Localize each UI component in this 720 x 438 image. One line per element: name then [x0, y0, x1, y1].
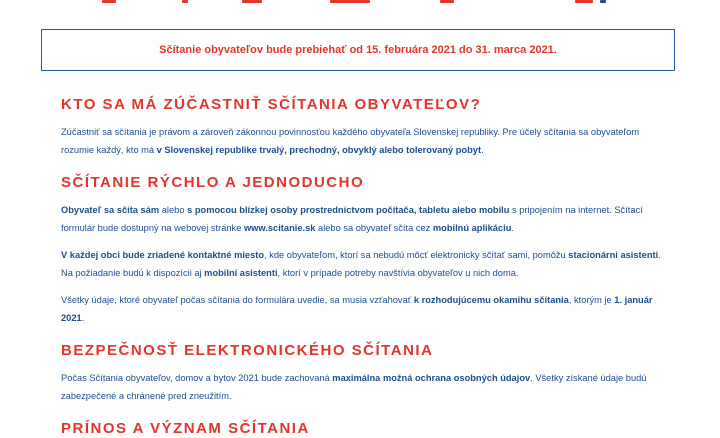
section-heading-who: KTO SA MÁ ZÚČASTNIŤ SČÍTANIA OBYVATEĽOV?: [61, 96, 482, 113]
top-decoration: [0, 0, 720, 10]
website-link[interactable]: www.scitanie.sk: [243, 223, 316, 233]
section-heading-benefit: PRÍNOS A VÝZNAM SČÍTANIA: [61, 420, 310, 437]
document-body: [61, 96, 661, 438]
section-heading-fast: SČÍTANIE RÝCHLO A JEDNODUCHO: [61, 174, 365, 191]
paragraph-contact-points: V každej obci bude zriadené kontaktné miesto, kde obyvateľom, ktorí sa nebudú môcť elektronicky sčítať sami, pomôžu stacionárni asistenti. Na požiadanie budú k dispozícii aj mobilní asistenti, ktorí v prípade potreby navštívia obyvateľov u nich doma.: [61, 250, 661, 278]
date-notice-box: [41, 29, 675, 71]
section-heading-security: BEZPEČNOSŤ ELEKTRONICKÉHO SČÍTANIA: [61, 342, 434, 359]
paragraph-self-census: Obyvateľ sa sčíta sám alebo s pomocou blízkej osoby prostredníctvom počítača, tabletu alebo mobilu s pripojením na internet. Sčítací formulár bude dostupný na webovej stránke www.scitanie.sk alebo sa obyvateľ sčíta cez mobilnú aplikáciu.: [61, 205, 643, 233]
paragraph-who: Zúčastniť sa sčítania je právom a zároveň zákonnou povinnosťou každého obyvateľa Slovenskej republiky. Pre účely sčítania sa obyvateľom rozumie každý, kto má v Slovenskej republike trvalý, prechodný, obvyklý alebo tolerovaný pobyt.: [61, 127, 640, 155]
paragraph-security: Počas Sčítania obyvateľov, domov a bytov 2021 bude zachovaná maximálna možná ochrana osobných údajov. Všetky získané údaje budú zabezpečené a chránené pred zneužitím.: [61, 373, 647, 401]
date-notice-text: Sčítanie obyvateľov bude prebiehať od 15. februára 2021 do 31. marca 2021.: [159, 44, 557, 56]
paragraph-reference-moment: Všetky údaje, ktoré obyvateľ počas sčítania do formulára uvedie, sa musia vzťahovať k rozhodujúcemu okamihu sčítania, ktorým je 1. január 2021.: [61, 295, 653, 323]
